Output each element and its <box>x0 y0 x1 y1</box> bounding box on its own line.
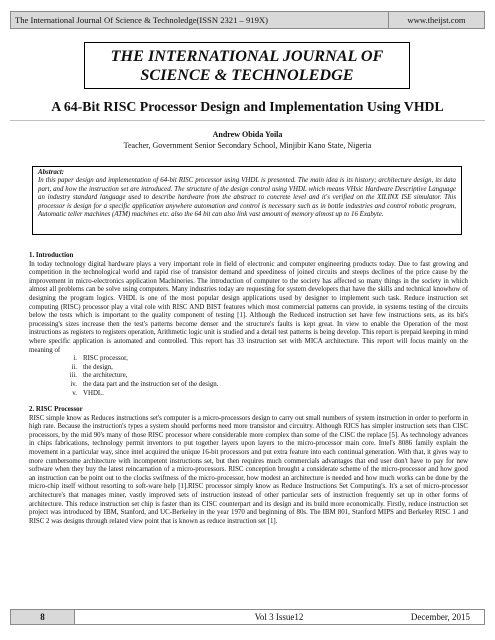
section-heading-introduction: 1. Introduction <box>29 252 74 259</box>
list-item-text: RISC processor, <box>83 355 128 363</box>
journal-name-box <box>84 42 410 89</box>
paper-title: A 64-Bit RISC Processor Design and Implementation Using VHDL <box>51 99 444 114</box>
journal-name-line1: THE INTERNATIONAL JOURNAL OF <box>110 47 384 65</box>
list-item-text: VHDL. <box>83 389 104 397</box>
focus-list <box>65 355 468 398</box>
introduction-paragraph: In today technology digital hardware plays a very important role in field of electronic and computer engineering products today. Due to fast growing and competition in the technological world and rapid rise of transistor demand and speediness of joined circuits and steeps declines of the price cause by the improvement in micro-electronics application Machineries. The introduction of computer to the society has affected so many things in the society in which almost all problems can be solve using computers. Many industries today are requesting for system developers that have the skills and technical knowhow of designing the program logics. VHDL is one of the most popular design applications used by designer to implement such task. Reduce instruction set computing (RISC) processor play a vital role with RISC AND BIST features which most commercial patterns can provide, in systems testing of the circuits below the tests which is important to the quality component of testing [1]. Although the Reduced instruction set have few instructions sets, as its bit's processing's sizes increase then the test's patterns become denser and the structure's faults is kept great. In view to enable the Operation of the most instructions as registers to registers operation, Arithmetic logic unit is studied and a detail test patterns is being develop. This report is prepaid keeping in mind where specific application is automated and controlled. This report has 33 instruction set with MICA architecture. This report will focus mainly on the meaning of <box>29 260 468 354</box>
header-site-link[interactable]: www.theijst.com <box>407 15 466 25</box>
page-number: 8 <box>11 610 75 624</box>
risc-processor-paragraph: RISC simple know as Reduces instructions set's computer is a micro-processors design to carry out small numbers of system instruction in order to perform in high rate. Because the instruction's types a system should performs need more transistor and circuitry. Although RICS has simpler instruction sets than CISC processors, by the mid 90's many of those RISC processor where considerable more complex than some of the CISC the replace [5]. As technology advances in chips fabrications, technology permit inventors to put together layers upon layers to the micro-processor main core. Intel's 8086 family explain the movement in a particular way, since intel acquired the unique 16-bit processors and put extra feature into each continual generation. With that, it gives way to more cumbersome architecture with incompetent instructions set, but then requires much commercials advantages that end user don't have to pay for new software when they buy the latest reincarnation of a micro-processors. RISC conception brought a considerate scheme of the micro-processor and how good an instruction can be point out to the clocks swiftness of the micro-processor, how modest an architecture is needed and how much works can be done by the micro-chip itself without resorting to soft-ware help [1].RISC processor simply know as Reduce Instructions Set Computing's. It's a set of micro-processor architecture's that manages miner, vastly improved sets of instruction instead of other particular sets of instruction frequently set up in other forms of architecture. This reduce instruction set chip is faster than its CISC counterpart and its design and its build more economically. Firstly, reduce instruction set project was introduced by IBM, Stanford, and UC-Berkeley in the year 1970 and beginning of 80s. The IBM 801, Stanford MIPS and Berkeley RISC 1 and RISC 2 was designs through related view point that is known as reduce instruction set [1]. <box>29 414 468 525</box>
page-footer <box>10 609 485 625</box>
article-body <box>29 252 468 526</box>
list-item-number: i. <box>73 355 77 363</box>
list-item <box>65 355 468 364</box>
section-spacer <box>29 398 468 406</box>
list-item-text: the design, <box>83 363 113 371</box>
journal-name-line2: SCIENCE & TECHNOLEDGE <box>140 66 354 84</box>
list-item-number: v. <box>72 389 77 397</box>
running-header <box>10 11 485 29</box>
issue-date: December, 2015 <box>410 612 470 622</box>
list-item-number: ii. <box>71 363 77 371</box>
list-item <box>65 364 468 373</box>
section-heading-risc-processor: 2. RISC Processor <box>29 406 83 414</box>
author-affiliation: Teacher, Government Senior Secondary School, Minjibir Kano State, Nigeria <box>123 141 372 150</box>
abstract-text: In this paper design and implementation of 64-bit RISC processor using VHDL is presented. The main idea is its history; architecture design, its data part, and how the instruction set are introduced. The structure of the design control using VHDL which means VHsic Hardware Descriptive Language an industry standard language used to describe hardware from the abstract to concrete level and it's verified on the XILINX ISE simulator. This processor is design for a specific application anywhere automation and control is necessary such as in bottle industries and control robotic program, Automatic teller machines (ATM) machines etc. also the 64 bit can also link vast amount of memory almost up to 16 Exabyte. <box>38 177 456 219</box>
volume-issue: Vol 3 Issue12 <box>254 612 304 622</box>
author-name: Andrew Obida Yoila <box>212 130 283 139</box>
abstract-box <box>32 166 462 235</box>
abstract-label: Abstract: <box>38 169 65 176</box>
list-item <box>65 381 468 390</box>
list-item-text: the data part and the instruction set of the design. <box>83 380 219 388</box>
list-item <box>65 372 468 381</box>
list-item-number: iii. <box>69 372 77 380</box>
list-item <box>65 390 468 399</box>
header-journal-line: The International Journal Of Science & Technoledge(ISSN 2321 – 919X) <box>15 15 268 25</box>
title-divider <box>10 120 485 121</box>
list-item-number: iv. <box>70 380 77 388</box>
list-item-text: the architecture, <box>83 372 128 380</box>
